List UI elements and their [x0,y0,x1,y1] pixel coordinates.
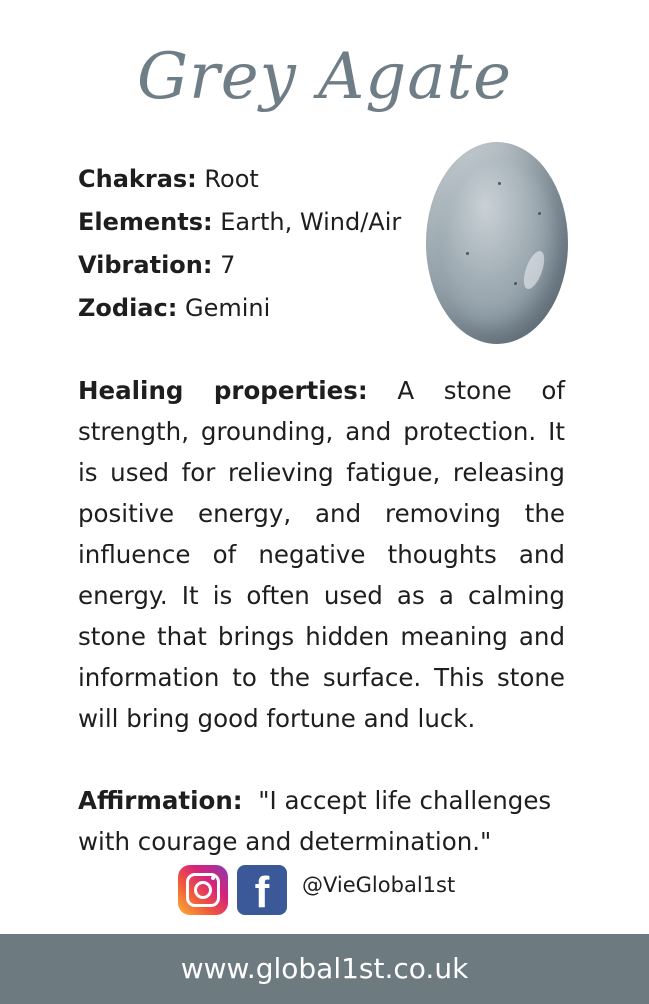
attribute-vibration [78,244,401,287]
attribute-label: Elements: [78,208,213,236]
attribute-label: Zodiac: [78,294,178,322]
attribute-elements [78,201,401,244]
healing-text: A stone of strength, grounding, and protection. It is used for relieving fatigue, releasing positive energy, and removing the influence of negative thoughts and energy. It is often used as a calming stone that brings hidden meaning and information to the surface. This stone will bring good fortune and luck. [78,376,565,733]
stone-speck [538,212,541,215]
facebook-icon[interactable]: f [237,865,287,915]
attribute-label: Vibration: [78,251,213,279]
attribute-list [78,158,401,330]
attribute-chakras [78,158,401,201]
attribute-value: 7 [220,251,236,279]
stone-highlight [520,248,549,291]
stone-speck [514,282,517,285]
affirmation-text: "I accept life challenges with courage and determination." [78,786,552,856]
stone-speck [498,182,501,185]
affirmation-label: Affirmation: [78,786,243,815]
healing-label: Healing properties: [78,376,368,405]
social-handle: @VieGlobal1st [302,873,456,897]
healing-properties [78,370,565,739]
grey-agate-stone-image [426,142,568,344]
page-title: Grey Agate [136,40,513,114]
attribute-value: Earth, Wind/Air [220,208,402,236]
stone-speck [466,252,469,255]
footer-website[interactable]: www.global1st.co.uk [0,934,649,1004]
affirmation [78,780,565,862]
attribute-value: Gemini [184,294,271,322]
instagram-icon[interactable] [178,865,228,915]
attribute-zodiac [78,287,401,330]
attribute-label: Chakras: [78,165,197,193]
attribute-value: Root [204,165,259,193]
